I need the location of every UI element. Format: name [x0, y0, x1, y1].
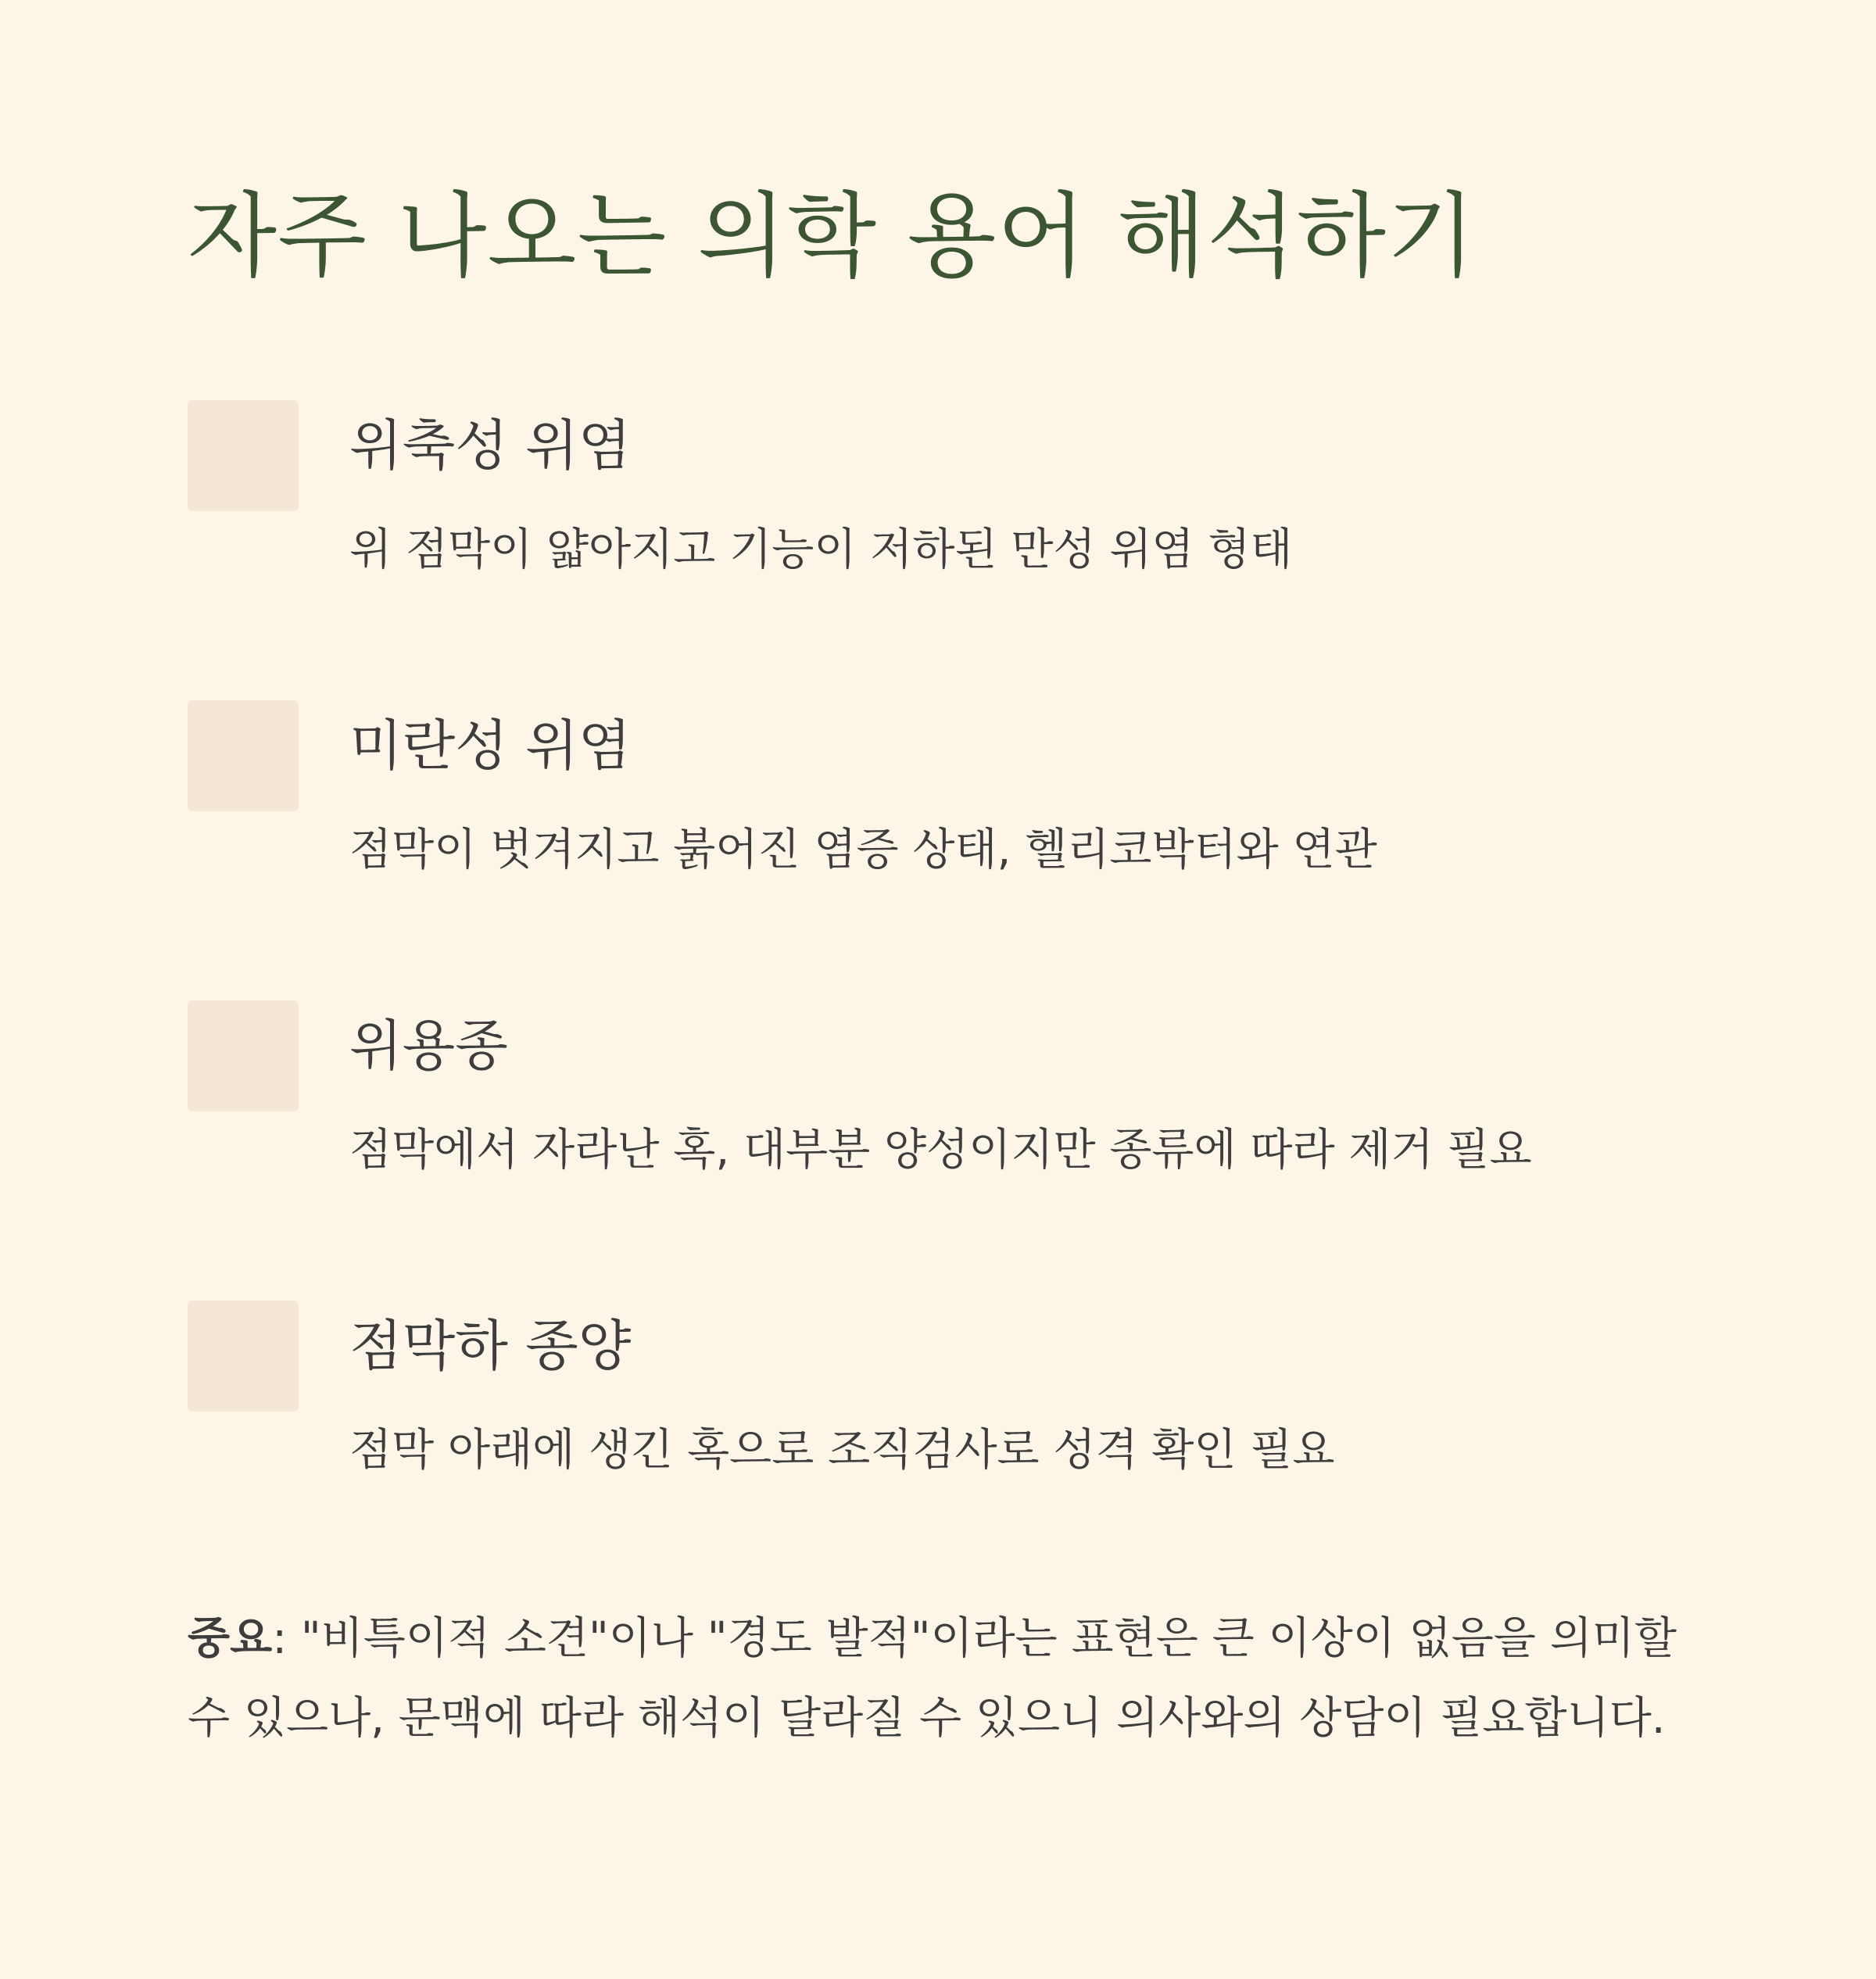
term-description: 위 점막이 얇아지고 기능이 저하된 만성 위염 형태: [349, 524, 1293, 575]
term-item: [188, 1000, 1688, 1204]
term-marker-box: [188, 700, 299, 811]
important-note: [188, 1599, 1696, 1759]
term-item: [188, 700, 1688, 904]
term-name: 점막하 종양: [349, 1314, 632, 1378]
term-name: 미란성 위염: [349, 714, 632, 778]
term-marker-box: [188, 400, 299, 511]
note-label: 중요: [188, 1613, 273, 1664]
term-description: 점막 아래에 생긴 혹으로 조직검사로 성격 확인 필요: [349, 1425, 1335, 1476]
term-item: [188, 400, 1688, 603]
term-marker-box: [188, 1301, 299, 1412]
term-item: [188, 1301, 1688, 1504]
note-text: : "비특이적 소견"이나 "경도 발적"이라는 표현은 큰 이상이 없음을 의미할 수 있으나, 문맥에 따라 해석이 달라질 수 있으니 의사와의 상담이 필요합니다.: [188, 1613, 1677, 1744]
term-name: 위축성 위염: [349, 413, 632, 478]
page-title: 자주 나오는 의학 용어 해석하기: [188, 182, 1477, 290]
term-marker-box: [188, 1000, 299, 1111]
term-name: 위용종: [349, 1014, 508, 1078]
term-description: 점막에서 자라난 혹, 대부분 양성이지만 종류에 따라 제거 필요: [349, 1125, 1532, 1176]
term-description: 점막이 벗겨지고 붉어진 염증 상태, 헬리코박터와 연관: [349, 825, 1377, 875]
